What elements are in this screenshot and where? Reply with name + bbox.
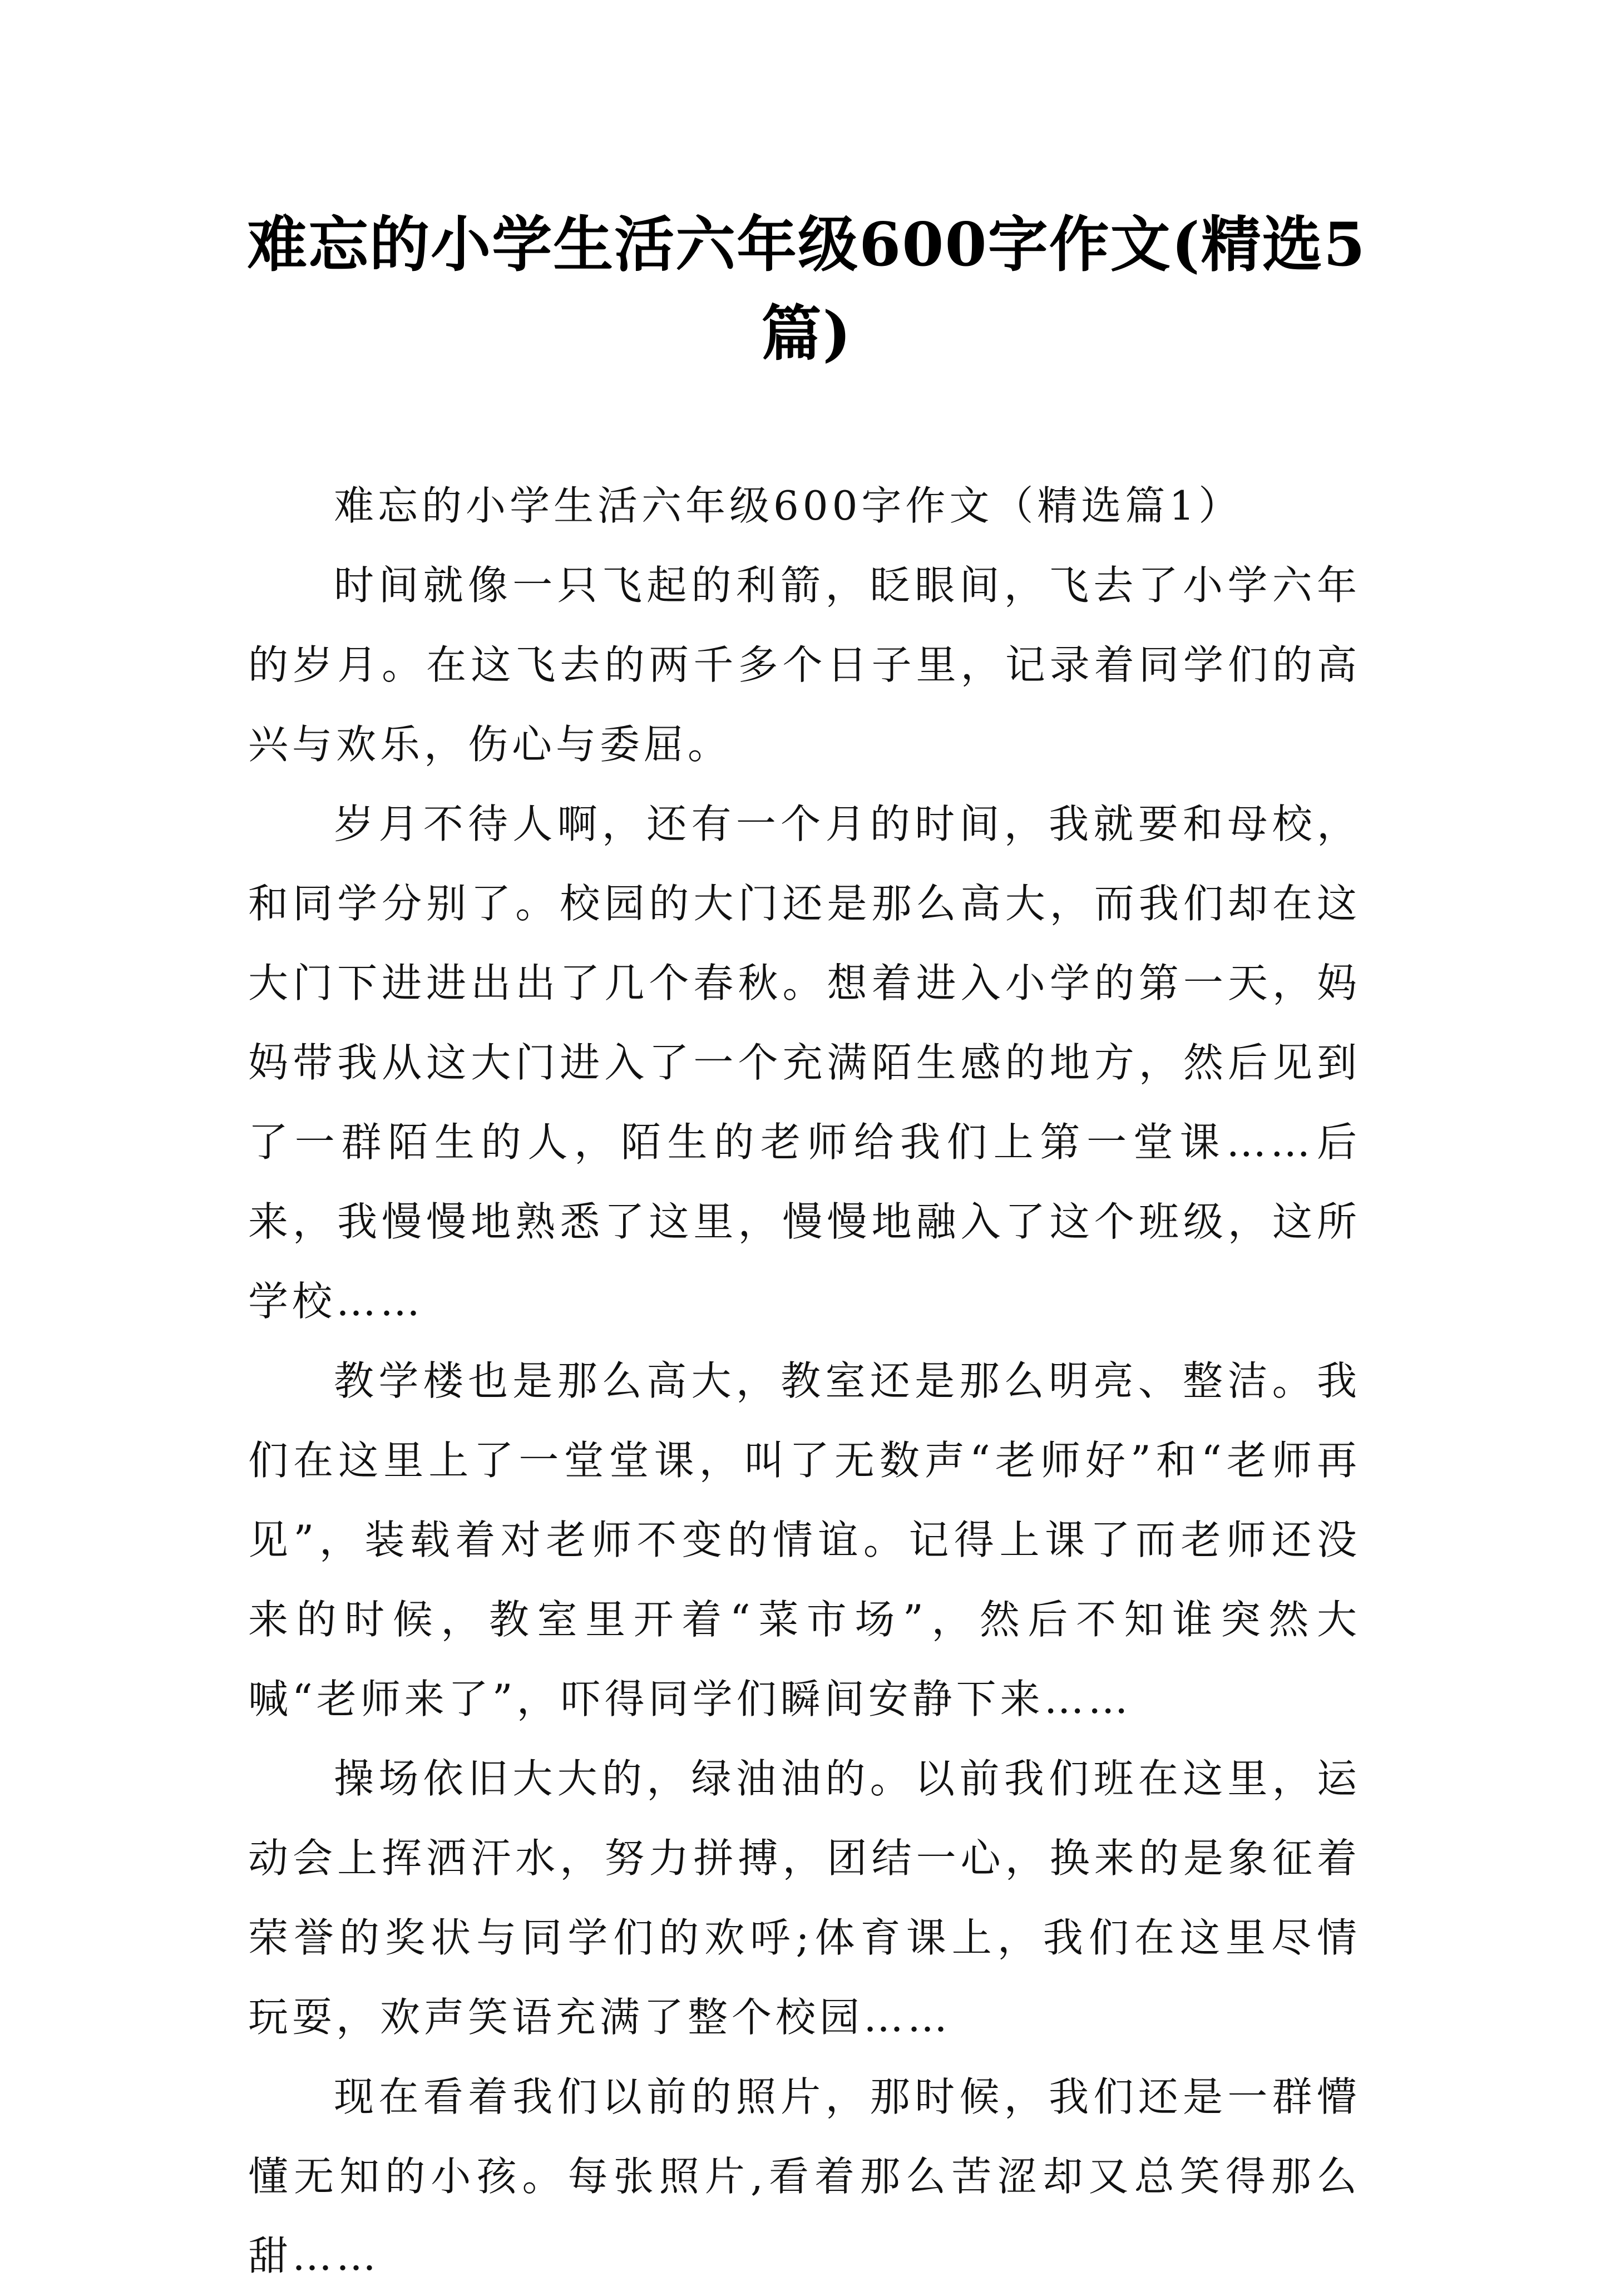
- paragraph: 时间就像一只飞起的利箭，眨眼间，飞去了小学六年的岁月。在这飞去的两千多个日子里，记录着同学们的高兴与欢乐，伤心与委屈。: [248, 562, 1361, 768]
- document-title: 难忘的小学生活六年级600字作文(精选5篇): [247, 210, 1366, 369]
- paragraph: 操场依旧大大的，绿油油的。以前我们班在这里，运动会上挥洒汗水，努力拼搏，团结一心，换来的是象征着荣誉的奖状与同学们的欢呼;体育课上，我们在这里尽情玩耍，欢声笑语充满了整个校园……: [248, 1755, 1361, 2041]
- paragraph: 教学楼也是那么高大，教室还是那么明亮、整洁。我们在这里上了一堂堂课，叫了无数声“老师好”和“老师再见”，装载着对老师不变的情谊。记得上课了而老师还没来的时候，教室里开着“菜市场”，然后不知谁突然大喊“老师来了”，吓得同学们瞬间安静下来……: [248, 1357, 1361, 1722]
- section-heading: 难忘的小学生活六年级600字作文（精选篇1）: [334, 482, 1243, 529]
- paragraph: 岁月不待人啊，还有一个月的时间，我就要和母校，和同学分别了。校园的大门还是那么高大，而我们却在这大门下进进出出了几个春秋。想着进入小学的第一天，妈妈带我从这大门进入了一个充满陌生感的地方，然后见到了一群陌生的人，陌生的老师给我们上第一堂课……后来，我慢慢地熟悉了这里，慢慢地融入了这个班级，这所学校……: [248, 801, 1361, 1325]
- document-body: [248, 466, 1361, 2296]
- paragraph: 现在看着我们以前的照片，那时候，我们还是一群懵懂无知的小孩。每张照片,看着那么苦涩却又总笑得那么甜……: [248, 2073, 1361, 2279]
